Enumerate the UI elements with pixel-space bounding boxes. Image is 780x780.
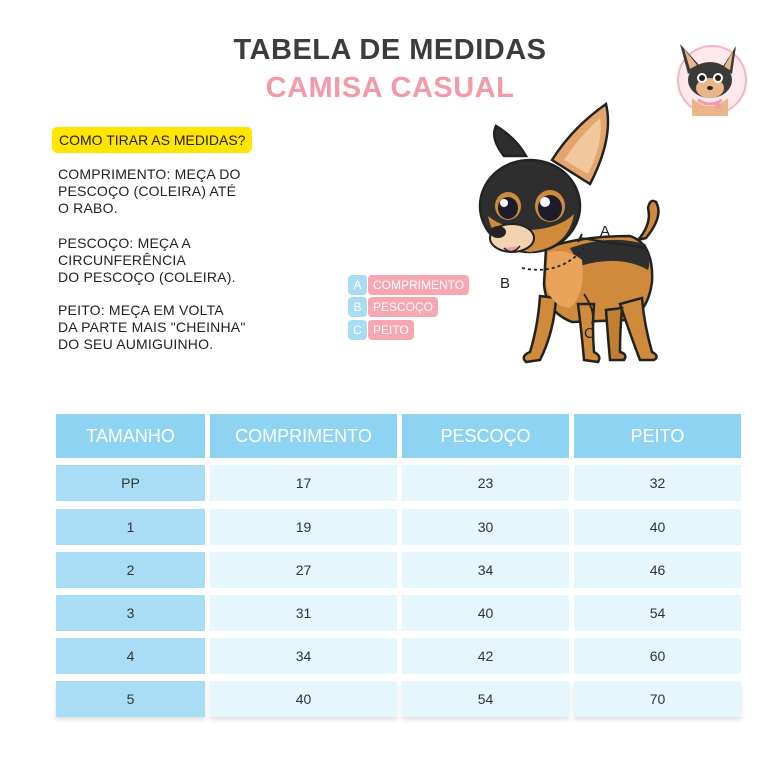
header-tamanho: TAMANHO (56, 414, 205, 458)
diagram-label-c: C (584, 325, 595, 342)
cell-pescoco: 30 (402, 509, 569, 545)
page-subtitle: CAMISA CASUAL (265, 72, 515, 104)
cell-peito: 40 (574, 509, 741, 545)
chihuahua-dog-illustration (460, 98, 680, 378)
cell-size: 4 (56, 638, 205, 674)
legend-label: PESCOÇO (368, 297, 438, 317)
cell-size: 1 (56, 509, 205, 545)
legend-label: PEITO (368, 320, 414, 340)
header-comprimento: COMPRIMENTO (210, 414, 397, 458)
header-pescoco: PESCOÇO (402, 414, 569, 458)
page-title: TABELA DE MEDIDAS (233, 34, 547, 66)
legend-letter: A (348, 275, 367, 295)
cell-comprimento: 34 (210, 638, 397, 674)
cell-peito: 70 (574, 681, 741, 717)
header-peito: PEITO (574, 414, 741, 458)
diagram-label-a: A (600, 223, 611, 240)
cell-comprimento: 40 (210, 681, 397, 717)
legend-letter: C (348, 320, 367, 340)
cell-pescoco: 54 (402, 681, 569, 717)
cell-comprimento: 17 (210, 465, 397, 501)
cell-pescoco: 40 (402, 595, 569, 631)
cell-peito: 46 (574, 552, 741, 588)
diagram-label-b: B (500, 275, 511, 292)
cell-peito: 32 (574, 465, 741, 501)
cell-comprimento: 27 (210, 552, 397, 588)
legend-letter: B (348, 297, 367, 317)
instruction-peito: PEITO: MEÇA EM VOLTA DA PARTE MAIS "CHEINHA" DO SEU AUMIGUINHO. (58, 302, 246, 352)
instruction-comprimento: COMPRIMENTO: MEÇA DO PESCOÇO (COLEIRA) ATÉ O RABO. (58, 166, 241, 216)
cell-comprimento: 19 (210, 509, 397, 545)
cell-size: PP (56, 465, 205, 501)
cell-pescoco: 23 (402, 465, 569, 501)
cell-pescoco: 42 (402, 638, 569, 674)
legend-label: COMPRIMENTO (368, 275, 469, 295)
cell-size: 5 (56, 681, 205, 717)
cell-comprimento: 31 (210, 595, 397, 631)
cell-peito: 60 (574, 638, 741, 674)
cell-peito: 54 (574, 595, 741, 631)
how-to-measure-heading: COMO TIRAR AS MEDIDAS? (52, 127, 252, 153)
instruction-pescoco: PESCOÇO: MEÇA A CIRCUNFERÊNCIA DO PESCOÇO (COLEIRA). (58, 235, 236, 285)
cell-size: 2 (56, 552, 205, 588)
cell-size: 3 (56, 595, 205, 631)
cell-pescoco: 34 (402, 552, 569, 588)
